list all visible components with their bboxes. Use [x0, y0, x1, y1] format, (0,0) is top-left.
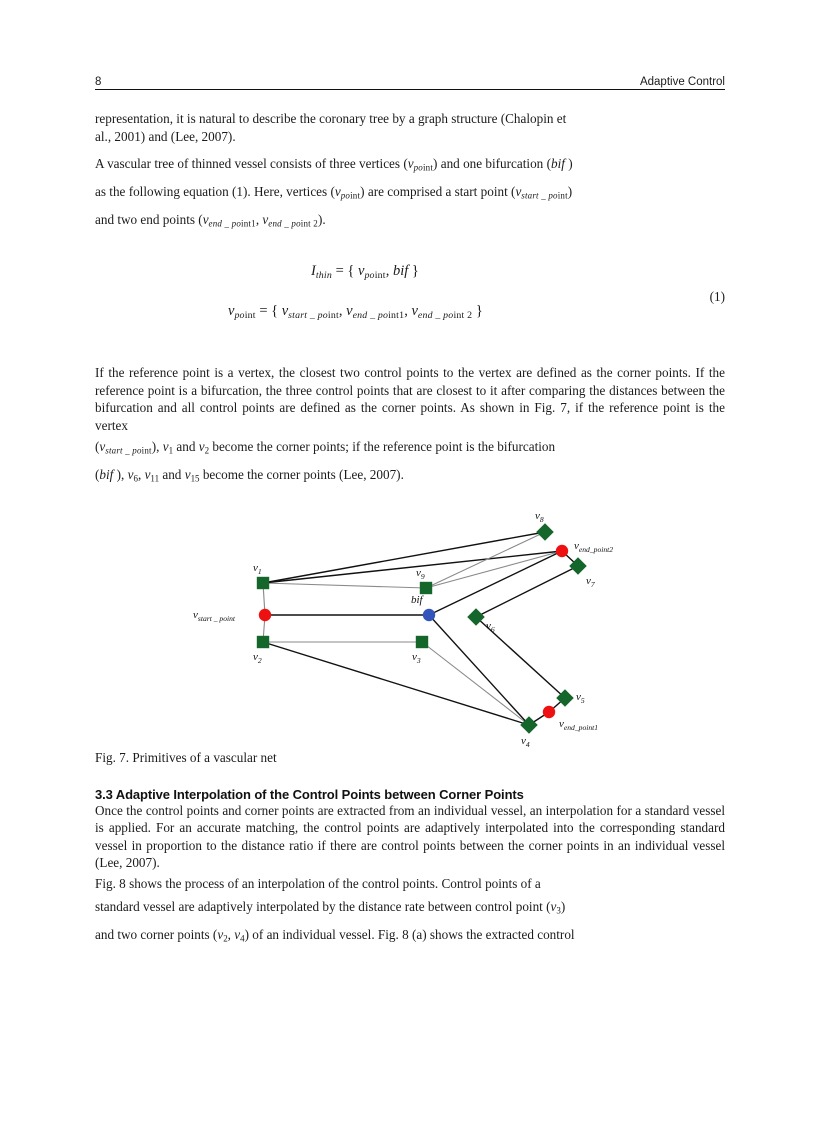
- graph-node-sublabel: start _ point: [197, 613, 236, 623]
- eq1-bif: bif: [392, 263, 409, 280]
- graph-edge: [429, 551, 562, 615]
- graph-node-vend1: [543, 705, 555, 717]
- graph-node-label-v1: $v_1$: [253, 561, 262, 576]
- p3b-v-start: v: [99, 438, 106, 454]
- p3c-and: and: [159, 466, 185, 482]
- eq2-sub-int: int: [244, 309, 256, 321]
- graph-node-sublabel: end_point1: [563, 722, 599, 732]
- paragraph-corner-points-math: [95, 435, 725, 491]
- section-heading-3-3: 3.3 Adaptive Interpolation of the Control Points between Corner Points: [95, 786, 524, 802]
- p5-line-a: Fig. 8 shows the process of an interpolation of the control points. Control points of a: [95, 875, 541, 891]
- p5-b-prefix: standard vessel are adaptively interpolated by the distance rate between control point (: [95, 899, 551, 915]
- sub-end-po-1: end _ po: [208, 218, 242, 229]
- p5-c-prefix: and two corner points (: [95, 927, 218, 943]
- sub-thin: thin: [315, 269, 332, 281]
- page-number: 8: [95, 76, 102, 88]
- graph-node-label-v8: $v_8$: [535, 509, 544, 524]
- paragraph-intro: [95, 110, 725, 145]
- math-I: I: [311, 263, 316, 280]
- p3b-v2: v: [198, 438, 205, 454]
- graph-node-vstart: [259, 608, 271, 620]
- p3c-v6: v: [127, 466, 134, 482]
- p3c-tail: become the corner points (Lee, 2007).: [199, 466, 404, 482]
- p3c-bif: bif: [99, 466, 114, 482]
- eq2-sub-po: po: [234, 309, 245, 321]
- p3b-tail: become the corner points; if the reference point is the bifurcation: [209, 438, 556, 454]
- eq2-v3: v: [411, 303, 418, 320]
- vascular-net-graph: [95, 505, 725, 750]
- sub-end-po-2: end _ po: [268, 218, 301, 229]
- eq2-sub-end1-int: int1: [388, 309, 405, 321]
- p2b-mid: ) are comprised a start point (: [360, 184, 516, 200]
- math-v-4: v: [202, 212, 209, 228]
- p3c-v6-sub: 6: [133, 473, 138, 484]
- graph-node-v8: [536, 523, 554, 541]
- p3c-v15: v: [184, 466, 191, 482]
- graph-node-sublabel: 4: [525, 739, 530, 749]
- math-v-3: v: [515, 184, 522, 200]
- eq2-sub-start: start _ po: [288, 309, 328, 321]
- eq1-sub-int: int: [374, 269, 386, 281]
- p3c-open: (: [95, 466, 100, 482]
- p2-mid: ) and one bifurcation (: [433, 156, 551, 172]
- p2b-suffix: ): [567, 184, 573, 200]
- eq2-v-lhs: v: [228, 303, 235, 320]
- graph-edges: [263, 532, 578, 725]
- eq2-v2: v: [346, 303, 353, 320]
- graph-node-label-v4: $v_4$: [521, 734, 530, 749]
- eq1-v: v: [358, 263, 365, 280]
- graph-node-bif: [423, 608, 435, 620]
- sub-po: po: [413, 162, 423, 173]
- graph-node-label-bif: bif: [411, 593, 423, 606]
- intro-line-1: representation, it is natural to describe the coronary tree by a graph structure (Chalopin et: [95, 111, 567, 126]
- graph-edge: [263, 642, 529, 725]
- paragraph-fig8: [95, 872, 725, 952]
- math-v: v: [407, 156, 414, 172]
- page-content: [95, 110, 725, 951]
- p2c-suffix: ).: [317, 212, 326, 228]
- intro-line-2: al., 2001) and (Lee, 2007).: [95, 128, 236, 144]
- p2c-prefix: and two end points (: [95, 212, 203, 228]
- sub-end-int-2: int 2: [300, 218, 318, 229]
- p3c-mid: ),: [116, 466, 128, 482]
- graph-node-label-v9: $v_9$: [416, 566, 425, 581]
- paragraph-vascular-tree: [95, 152, 725, 236]
- p5-b-suffix: ): [560, 899, 566, 915]
- graph-edge: [263, 583, 426, 588]
- sub-int-2: int: [350, 190, 361, 201]
- p3c-comma: ,: [137, 466, 145, 482]
- graph-node-label-v3: $v_3$: [412, 650, 421, 665]
- p5-v3: v: [550, 899, 557, 915]
- equation-line-2: [228, 303, 483, 321]
- p3b-and: and: [173, 438, 199, 454]
- p3b-open: (: [95, 438, 100, 454]
- sub-int: int: [422, 162, 434, 173]
- eq2-sub-end1: end _ po: [352, 309, 389, 321]
- p2-prefix: A vascular tree of thinned vessel consists of three vertices (: [95, 156, 408, 172]
- graph-node-sublabel: 8: [539, 514, 544, 524]
- eq2-comma-2: ,: [404, 303, 412, 320]
- sub-start-po: start _ po: [521, 190, 558, 201]
- graph-node-v2: [257, 635, 269, 647]
- paragraph-interpolation: Once the control points and corner points are extracted from an individual vessel, an interpolation for a standard vessel is applied. For an accurate matching, the control points are adaptively interpolated into the corresponding standard vessel in proportion to the distance ratio if there are control points between the corner points in an individual vessel (Lee, 2007).: [95, 802, 725, 871]
- p5-v4-sub: 4: [240, 933, 245, 944]
- eq1-equals: =: [331, 263, 348, 280]
- graph-node-label-v2: $v_2$: [253, 650, 262, 665]
- graph-node-v9: [420, 581, 432, 593]
- eq2-equals: =: [255, 303, 272, 320]
- p5-c-suffix: ) of an individual vessel. Fig. 8 (a) shows the extracted control: [244, 927, 575, 943]
- p3c-v11: v: [144, 466, 151, 482]
- sub-po-2: po: [340, 190, 351, 201]
- p5-v4: v: [234, 927, 241, 943]
- graph-node-label-vend1: $v_{end\_point1}$: [559, 717, 599, 732]
- figure-7: [95, 505, 725, 750]
- graph-node-sublabel: 3: [416, 655, 421, 665]
- graph-node-label-vstart: $v_{start \_ point}$: [193, 608, 236, 623]
- eq2-close-brace: }: [472, 303, 483, 320]
- equation-number: (1): [709, 289, 725, 305]
- sub-start-int: int: [557, 190, 568, 201]
- header-rule: [95, 89, 725, 90]
- eq2-v1: v: [281, 303, 289, 320]
- eq1-sub-po: po: [364, 269, 375, 281]
- figure-caption: Fig. 7. Primitives of a vascular net: [95, 749, 277, 765]
- p3b-v1-sub: 1: [168, 445, 174, 456]
- p5-v2-sub: 2: [223, 933, 228, 944]
- graph-edge: [429, 615, 529, 725]
- eq2-open-brace: {: [271, 303, 282, 320]
- math-bif: bif: [550, 156, 565, 172]
- equation-1-block: [95, 257, 725, 343]
- graph-node-v3: [416, 635, 428, 647]
- graph-node-sublabel: 2: [257, 655, 262, 665]
- graph-node-sublabel: 9: [420, 571, 425, 581]
- eq1-open-brace: {: [347, 263, 358, 280]
- graph-edge: [422, 642, 529, 725]
- running-title: Adaptive Control: [639, 76, 725, 88]
- p3b-sub-start-int: int: [141, 445, 152, 456]
- p3c-v15-sub: 15: [190, 473, 200, 484]
- p2b-prefix: as the following equation (1). Here, vertices (: [95, 184, 335, 200]
- p3b-sub-start: start _ po: [105, 445, 142, 456]
- eq2-sub-end2: end _ po: [417, 309, 454, 321]
- sub-end-int-1: int1: [241, 218, 256, 229]
- equation-line-1: [311, 263, 419, 281]
- graph-node-sublabel: 7: [590, 579, 595, 589]
- p3b-v2-sub: 2: [204, 445, 210, 456]
- eq2-comma-1: ,: [338, 303, 347, 320]
- eq2-sub-end2-int: int 2: [453, 309, 473, 321]
- graph-node-vend2: [556, 544, 568, 556]
- graph-edge: [476, 566, 578, 617]
- page-header: [95, 66, 725, 88]
- graph-node-label-vend2: $v_{end\_point2}$: [574, 539, 614, 554]
- graph-node-sublabel: end_point2: [578, 544, 614, 554]
- paragraph-corner-points: If the reference point is a vertex, the closest two control points to the vertex are defined as the corner points. If the reference point is a bifurcation, the three control points that are closest to it after comparing the distances between the bifurcation and all control points are defined as the corner points. As shown in Fig. 7, if the reference point is the vertex: [95, 365, 725, 433]
- p3c-v11-sub: 11: [150, 473, 160, 484]
- eq1-comma: ,: [385, 263, 393, 280]
- graph-node-sublabel: 6: [490, 624, 495, 634]
- eq1-close-brace: }: [408, 263, 419, 280]
- p5-comma: ,: [227, 927, 235, 943]
- p5-v3-sub: 3: [556, 905, 561, 916]
- graph-node-v1: [257, 576, 269, 588]
- graph-node-sublabel: 5: [580, 695, 585, 705]
- p3b-v1: v: [162, 438, 169, 454]
- graph-node-label-v6: $v_6$: [486, 619, 495, 634]
- p2-suffix: ): [568, 156, 573, 172]
- p5-v2: v: [217, 927, 224, 943]
- eq2-sub-start-int: int: [327, 309, 339, 321]
- graph-node-label-v7: $v_7$: [586, 574, 595, 589]
- p3b-mid: ),: [151, 438, 163, 454]
- graph-node-sublabel: 1: [257, 566, 262, 576]
- math-v-5: v: [262, 212, 269, 228]
- graph-node-label-v5: $v_5$: [576, 690, 585, 705]
- math-v-2: v: [334, 184, 341, 200]
- p2c-comma: ,: [255, 212, 263, 228]
